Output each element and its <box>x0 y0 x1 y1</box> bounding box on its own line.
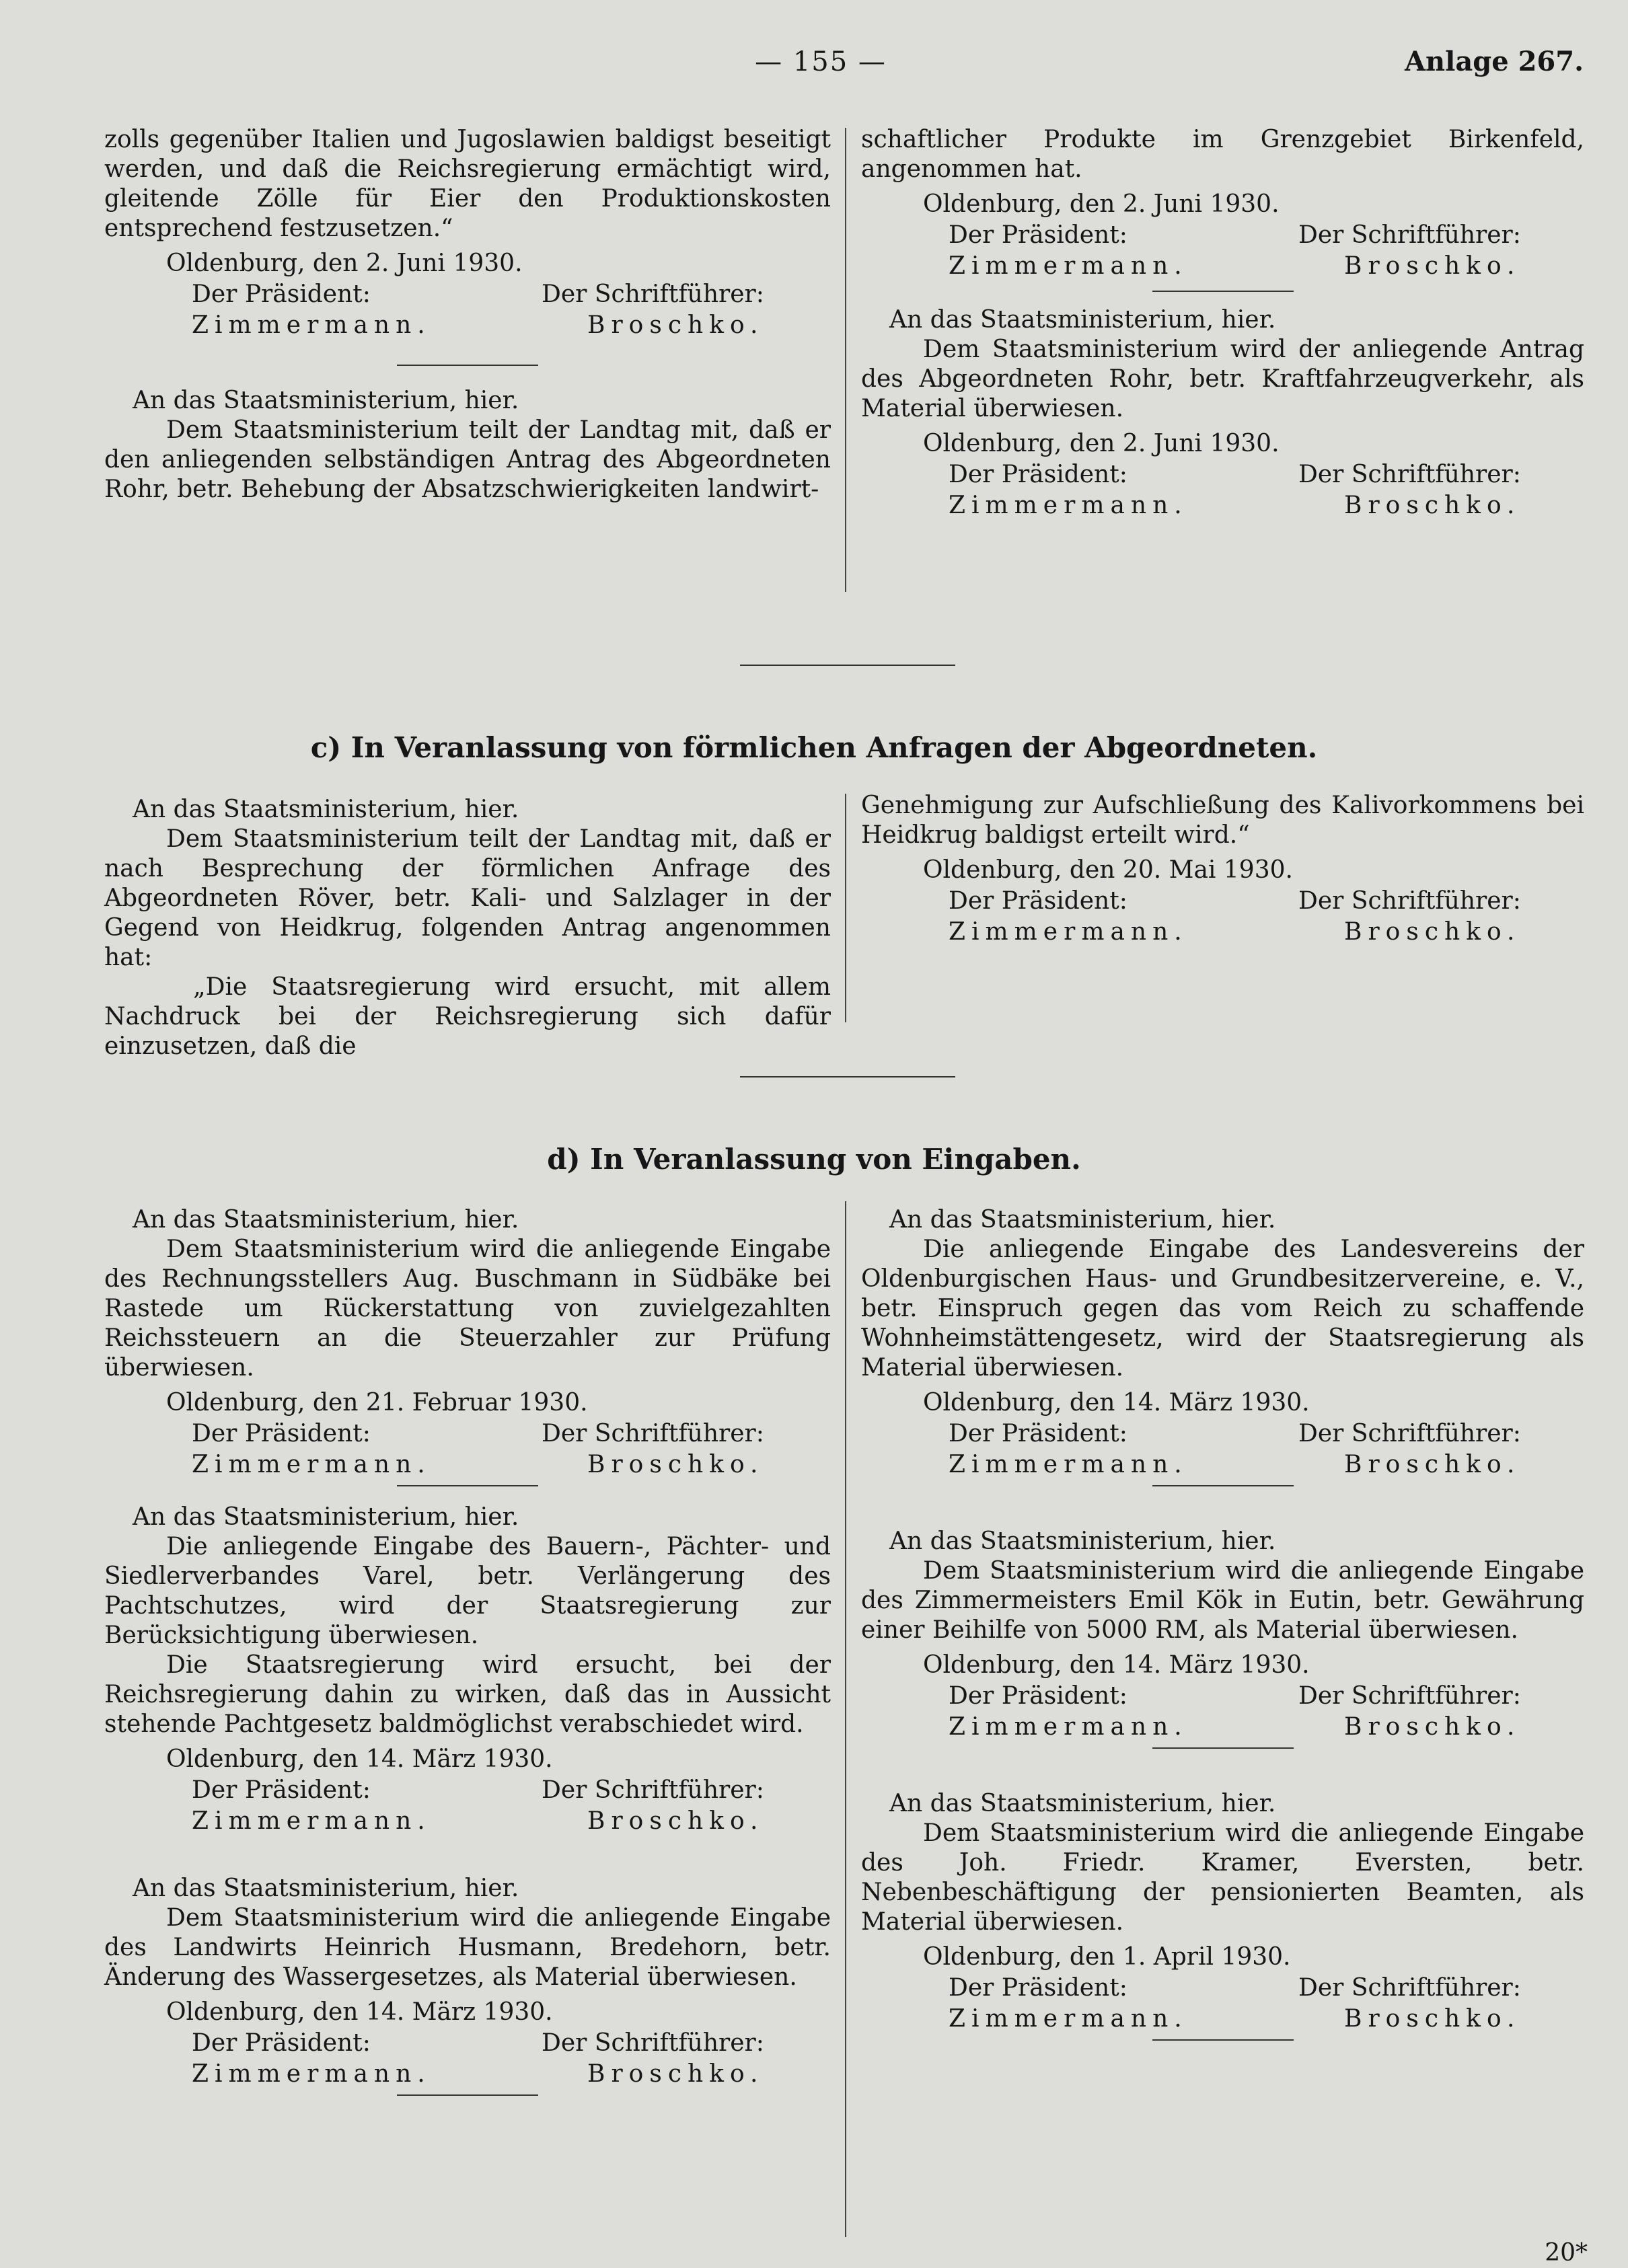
president-label: Der Präsident: <box>192 1776 371 1804</box>
separator <box>1152 2039 1294 2041</box>
separator <box>397 1485 538 1486</box>
separator <box>397 365 538 366</box>
signature-mark: 20* <box>1545 2239 1588 2267</box>
signature-block <box>104 1419 831 1481</box>
body-text: Die anliegende Eingabe des Bauern-, Pächter- und Siedlerverbandes Varel, betr. Verlängerung des Pachtschutzes, wird der Staatsregierung zur Berücksichtigung überwiesen. <box>104 1533 831 1649</box>
date-line: Oldenburg, den 14. März 1930. <box>923 1651 1310 1679</box>
president-label: Der Präsident: <box>949 221 1127 249</box>
section-c-left-column <box>104 791 831 1061</box>
top-left-column <box>104 125 831 504</box>
body-text: Die Staatsregierung wird ersucht, bei der Reichsregierung dahin zu wirken, daß das in Aussicht stehende Pachtgesetz baldmöglichst verabschiedet wird. <box>104 1651 831 1738</box>
column-divider <box>845 1201 846 2237</box>
section-separator <box>740 665 955 666</box>
secretary-name: Broschko. <box>1344 2005 1521 2033</box>
secretary-label: Der Schriftführer: <box>1298 221 1521 249</box>
president-name: Zimmermann. <box>192 1807 431 1835</box>
signature-block <box>104 1776 831 1838</box>
date-line: Oldenburg, den 14. März 1930. <box>166 1745 553 1773</box>
president-label: Der Präsident: <box>192 280 371 308</box>
separator <box>397 2094 538 2096</box>
president-name: Zimmermann. <box>949 1451 1188 1478</box>
president-name: Zimmermann. <box>949 252 1188 280</box>
separator <box>1152 1485 1294 1486</box>
section-d-title: d) In Veranlassung von Eingaben. <box>547 1143 1081 1176</box>
president-label: Der Präsident: <box>949 1420 1127 1447</box>
secretary-name: Broschko. <box>1344 918 1521 946</box>
section-c-title: c) In Veranlassung von förmlichen Anfragen der Abgeordneten. <box>310 731 1318 764</box>
anlage-label: Anlage 267. <box>1405 46 1584 77</box>
body-text: Dem Staatsministerium wird der anliegende Antrag des Abgeordneten Rohr, betr. Kraftfahrzeugverkehr, als Material überwiesen. <box>861 336 1584 422</box>
date-line: Oldenburg, den 2. Juni 1930. <box>923 430 1280 457</box>
signature-block <box>104 280 831 342</box>
signature-block <box>861 460 1584 522</box>
president-label: Der Präsident: <box>949 461 1127 488</box>
separator <box>1152 1747 1294 1749</box>
signature-block <box>861 221 1584 282</box>
address-line: An das Staatsministerium, hier. <box>133 387 519 414</box>
section-d-left-column <box>104 1201 831 2096</box>
date-line: Oldenburg, den 1. April 1930. <box>923 1943 1291 1971</box>
secretary-name: Broschko. <box>1344 1451 1521 1478</box>
date-line: Oldenburg, den 20. Mai 1930. <box>923 856 1293 884</box>
body-text: Dem Staatsministerium wird die anliegende Eingabe des Joh. Friedr. Kramer, Eversten, betr. Nebenbeschäftigung der pensionierten Beamten, als Material überwiesen. <box>861 1819 1584 1936</box>
president-label: Der Präsident: <box>949 1682 1127 1710</box>
president-label: Der Präsident: <box>949 1974 1127 2002</box>
continuation-text: schaftlicher Produkte im Grenzgebiet Birkenfeld, angenommen hat. <box>861 126 1584 183</box>
page-number: — 155 — <box>755 46 887 77</box>
address-line: An das Staatsministerium, hier. <box>133 796 519 823</box>
body-text: Dem Staatsministerium teilt der Landtag mit, daß er nach Besprechung der förmlichen Anfrage des Abgeordneten Röver, betr. Kali- und Salzlager in der Gegend von Heidkrug, folgenden Antrag angenommen hat: <box>104 825 831 971</box>
president-name: Zimmermann. <box>949 918 1188 946</box>
secretary-label: Der Schriftführer: <box>1298 887 1521 915</box>
date-line: Oldenburg, den 2. Juni 1930. <box>166 250 523 277</box>
secretary-name: Broschko. <box>1344 492 1521 519</box>
body-text: Dem Staatsministerium teilt der Landtag mit, daß er den anliegenden selbständigen Antrag des Abgeordneten Rohr, betr. Behebung der Absatzschwierigkeiten landwirt- <box>104 416 831 503</box>
president-label: Der Präsident: <box>192 1420 371 1447</box>
secretary-label: Der Schriftführer: <box>542 1420 764 1447</box>
secretary-name: Broschko. <box>587 311 764 339</box>
body-text: Dem Staatsministerium wird die anliegende Eingabe des Rechnungsstellers Aug. Buschmann in Südbäke bei Rastede um Rückerstattung von zuvielgezahlten Reichssteuern an die Steuerzahler zur Prüfung überwiesen. <box>104 1236 831 1382</box>
secretary-label: Der Schriftführer: <box>1298 1420 1521 1447</box>
secretary-label: Der Schriftführer: <box>1298 461 1521 488</box>
address-line: An das Staatsministerium, hier. <box>889 1790 1276 1817</box>
column-divider <box>845 794 846 1022</box>
signature-block <box>861 1681 1584 1743</box>
address-line: An das Staatsministerium, hier. <box>889 306 1276 334</box>
address-line: An das Staatsministerium, hier. <box>133 1503 519 1531</box>
continuation-text: Genehmigung zur Aufschließung des Kalivorkommens bei Heidkrug baldigst erteilt wird.“ <box>861 792 1584 849</box>
president-name: Zimmermann. <box>192 2060 431 2088</box>
president-name: Zimmermann. <box>192 311 431 339</box>
signature-block <box>861 1973 1584 2035</box>
separator <box>1152 291 1294 292</box>
secretary-label: Der Schriftführer: <box>542 2029 764 2057</box>
signature-block <box>861 886 1584 948</box>
body-text: Dem Staatsministerium wird die anliegende Eingabe des Zimmermeisters Emil Kök in Eutin, betr. Gewährung einer Beihilfe von 5000 RM, als Material überwiesen. <box>861 1557 1584 1644</box>
date-line: Oldenburg, den 14. März 1930. <box>923 1389 1310 1416</box>
president-name: Zimmermann. <box>949 1713 1188 1741</box>
president-label: Der Präsident: <box>192 2029 371 2057</box>
secretary-name: Broschko. <box>1344 252 1521 280</box>
top-right-column <box>861 125 1584 522</box>
secretary-name: Broschko. <box>587 2060 764 2088</box>
secretary-name: Broschko. <box>587 1807 764 1835</box>
address-line: An das Staatsministerium, hier. <box>889 1527 1276 1555</box>
president-name: Zimmermann. <box>949 492 1188 519</box>
secretary-label: Der Schriftführer: <box>542 280 764 308</box>
continuation-text: zolls gegenüber Italien und Jugoslawien baldigst beseitigt werden, und daß die Reichsregierung ermächtigt wird, gleitende Zölle für Eier den Produktionskosten entsprechend festzusetzen.“ <box>104 126 831 242</box>
secretary-label: Der Schriftführer: <box>1298 1682 1521 1710</box>
address-line: An das Staatsministerium, hier. <box>133 1875 519 1902</box>
address-line: An das Staatsministerium, hier. <box>133 1206 519 1234</box>
quote-text: „Die Staatsregierung wird ersucht, mit allem Nachdruck bei der Reichsregierung sich dafür einzusetzen, daß die <box>104 973 831 1060</box>
section-separator <box>740 1076 955 1078</box>
signature-block <box>104 2029 831 2090</box>
secretary-name: Broschko. <box>587 1451 764 1478</box>
secretary-name: Broschko. <box>1344 1713 1521 1741</box>
section-d-right-column <box>861 1201 1584 2041</box>
president-label: Der Präsident: <box>949 887 1127 915</box>
date-line: Oldenburg, den 21. Februar 1930. <box>166 1389 588 1416</box>
body-text: Die anliegende Eingabe des Landesvereins der Oldenburgischen Haus- und Grundbesitzervereine, e. V., betr. Einspruch gegen das vom Reich zu schaffende Wohnheimstättengesetz, wird der Staatsregierung als Material überwiesen. <box>861 1236 1584 1382</box>
body-text: Dem Staatsministerium wird die anliegende Eingabe des Landwirts Heinrich Husmann, Bredehorn, betr. Änderung des Wassergesetzes, als Material überwiesen. <box>104 1904 831 1991</box>
secretary-label: Der Schriftführer: <box>1298 1974 1521 2002</box>
secretary-label: Der Schriftführer: <box>542 1776 764 1804</box>
column-divider <box>845 128 846 592</box>
president-name: Zimmermann. <box>192 1451 431 1478</box>
date-line: Oldenburg, den 2. Juni 1930. <box>923 190 1280 218</box>
address-line: An das Staatsministerium, hier. <box>889 1206 1276 1234</box>
signature-block <box>861 1419 1584 1481</box>
date-line: Oldenburg, den 14. März 1930. <box>166 1998 553 2026</box>
section-c-right-column <box>861 791 1584 948</box>
president-name: Zimmermann. <box>949 2005 1188 2033</box>
